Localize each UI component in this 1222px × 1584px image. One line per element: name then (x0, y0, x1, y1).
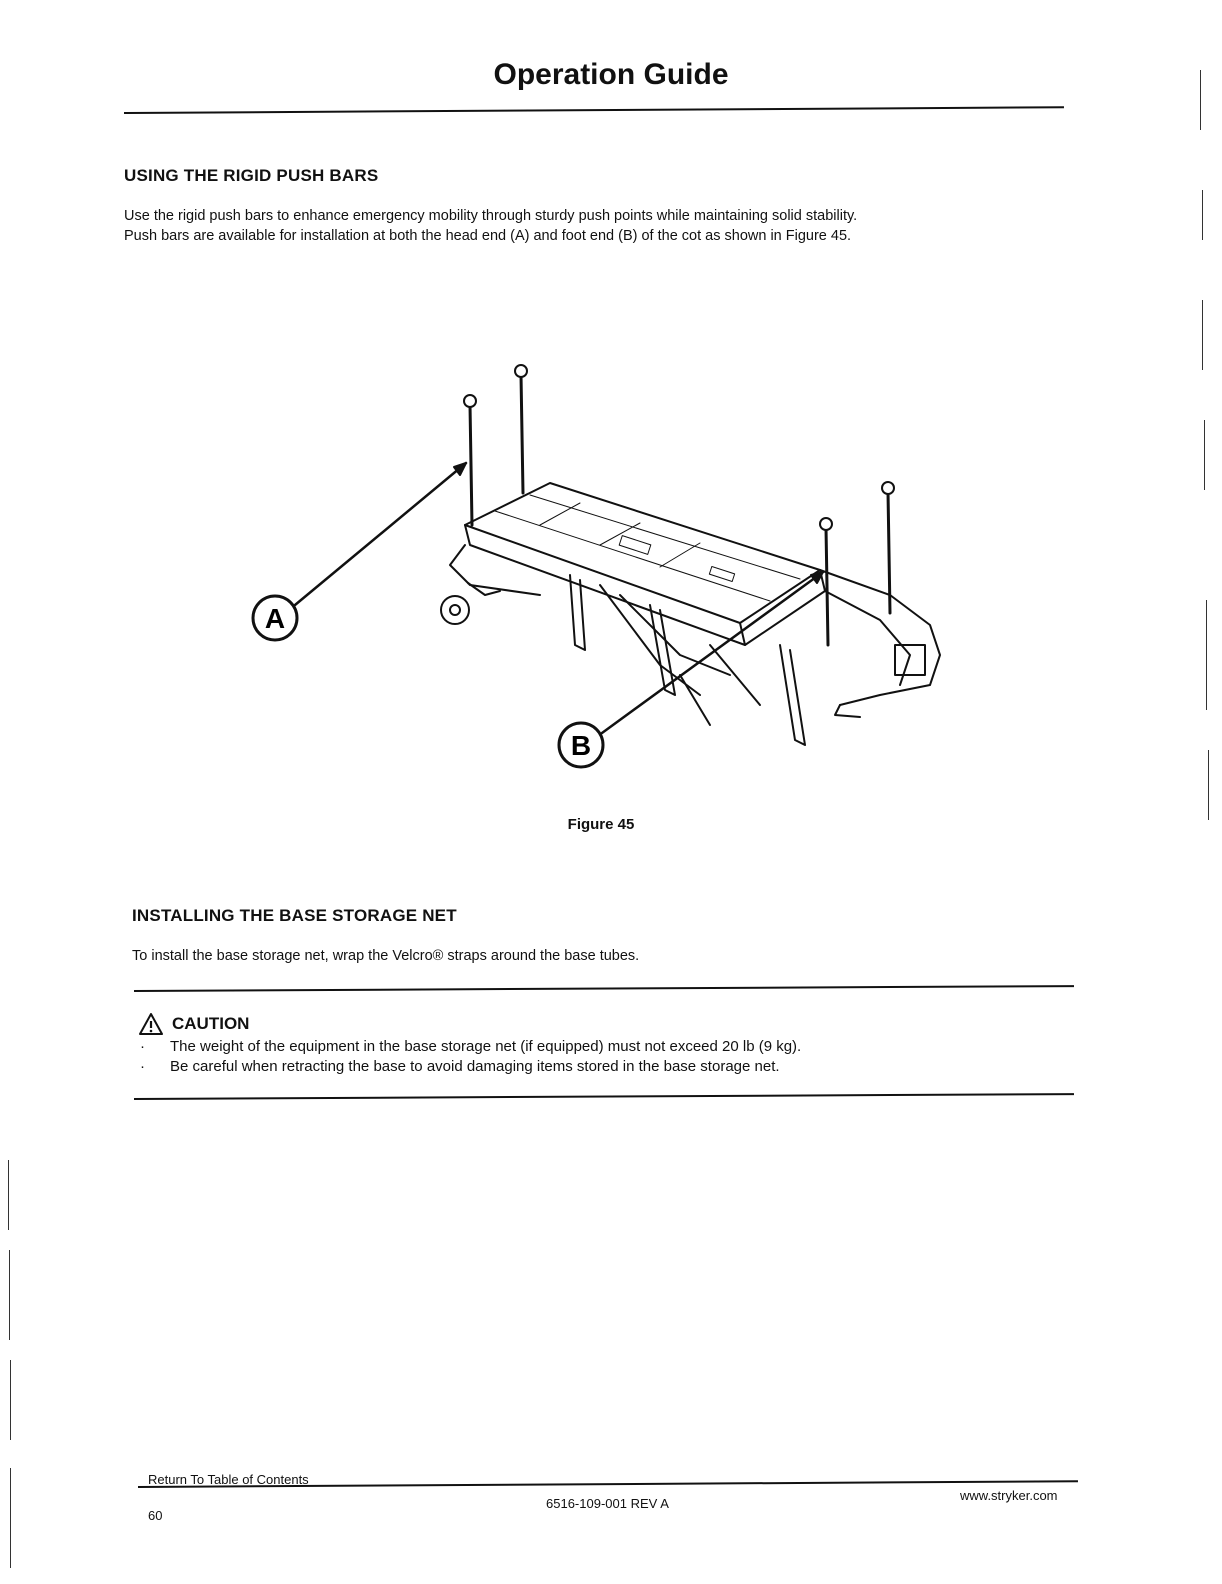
bullet-mark: · (140, 1058, 145, 1075)
caution-item-text: The weight of the equipment in the base storage net (if equipped) must not exceed 20 lb (9 kg). (170, 1038, 802, 1055)
scan-edge-mark (8, 1160, 9, 1230)
callout-label-a: A (264, 603, 286, 634)
cot-push-bars-illustration (240, 355, 960, 775)
header-rule (124, 106, 1064, 114)
bullet-mark: · (140, 1038, 145, 1055)
caution-label: CAUTION (172, 1014, 250, 1033)
figure-caption: Figure 45 (567, 816, 635, 833)
leg-3 (780, 645, 805, 745)
head-wheel (441, 596, 469, 624)
scan-edge-mark (1202, 300, 1203, 370)
push-bar-b2 (888, 492, 890, 613)
return-to-toc-link[interactable]: Return To Table of Contents (148, 1472, 309, 1487)
caution-item (140, 1038, 1070, 1055)
caution-item-text: Be careful when retracting the base to avoid damaging items stored in the base storage net. (170, 1058, 780, 1075)
scan-edge-mark (10, 1468, 11, 1568)
caution-top-rule (134, 985, 1074, 991)
caution-bottom-rule (134, 1093, 1074, 1099)
section-paragraph-push-bars (124, 206, 1084, 246)
caution-item (140, 1058, 1070, 1075)
callout-arrow-a (295, 463, 466, 605)
push-bar-a2 (521, 375, 523, 493)
section-paragraph-storage-net: To install the base storage net, wrap the Velcro® straps around the base tubes. (132, 948, 640, 964)
page-number: 60 (148, 1508, 163, 1523)
push-bar-a1 (470, 405, 472, 525)
page-title: Operation Guide (493, 58, 729, 91)
caution-title (138, 1012, 249, 1036)
section-heading-push-bars: USING THE RIGID PUSH BARS (124, 166, 379, 185)
scan-edge-mark (1206, 600, 1207, 710)
scan-edge-mark (1200, 70, 1201, 130)
scan-edge-mark (9, 1250, 10, 1340)
document-number: 6516-109-001 REV A (546, 1496, 669, 1511)
paragraph-line-1: Use the rigid push bars to enhance emergency mobility through sturdy push points while maintaining solid stability. (124, 208, 858, 224)
paragraph-line-2: Push bars are available for installation at both the head end (A) and foot end (B) of the cot as shown in Figure 45. (124, 228, 852, 244)
website-link[interactable]: www.stryker.com (960, 1488, 1058, 1503)
scan-edge-mark (1204, 420, 1205, 490)
scan-edge-mark (1202, 190, 1203, 240)
section-heading-storage-net: INSTALLING THE BASE STORAGE NET (132, 906, 457, 925)
caution-list (140, 1038, 1070, 1075)
callout-label-b: B (570, 730, 592, 761)
warning-triangle-icon (138, 1012, 164, 1036)
scan-edge-mark (1208, 750, 1209, 820)
push-bar-b1 (826, 528, 828, 645)
scan-edge-mark (10, 1360, 11, 1440)
